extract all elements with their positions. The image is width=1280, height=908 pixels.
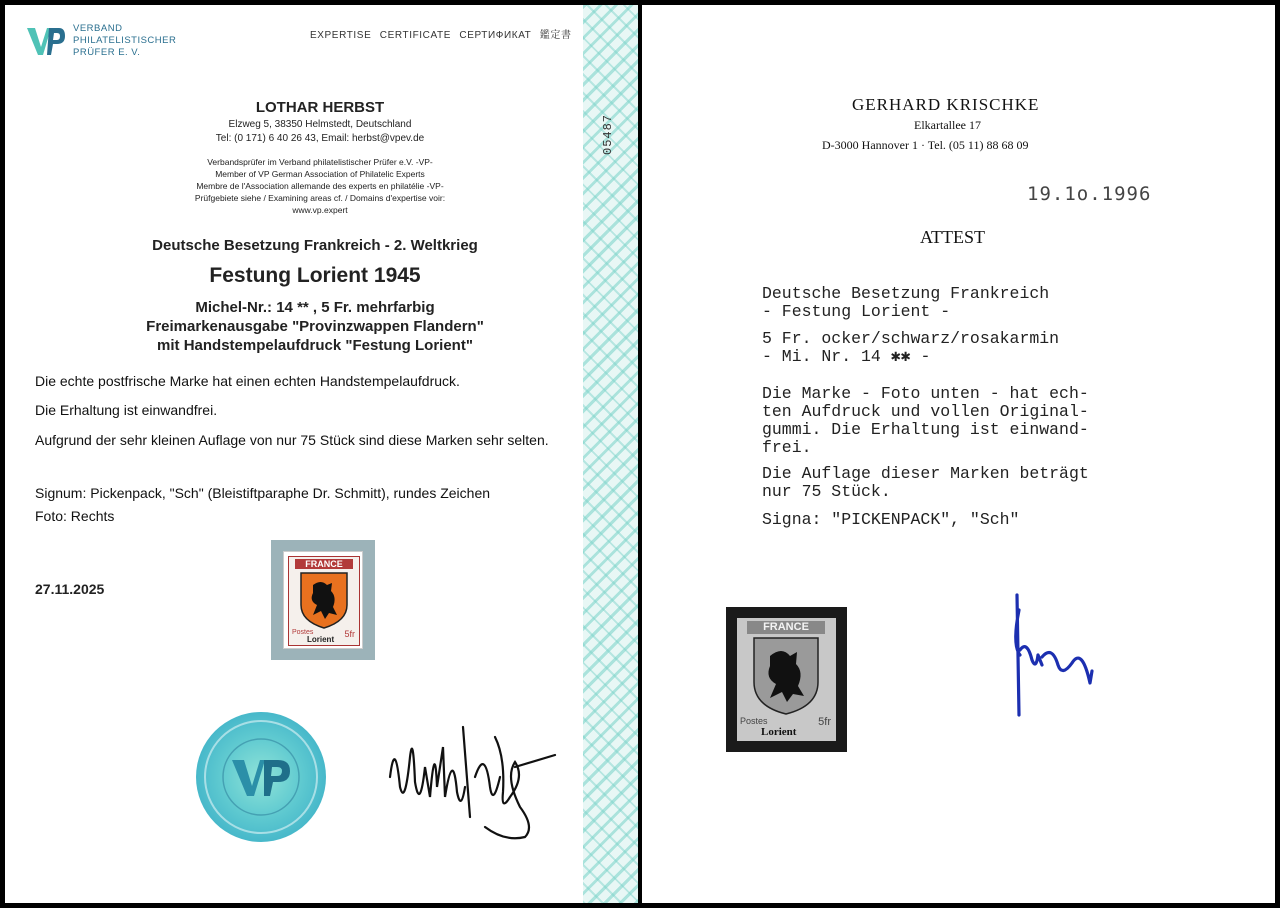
paragraph-rarity: Aufgrund der sehr kleinen Auflage von nur 75 Stück sind diese Marken sehr selten. [35,432,549,448]
logo-line: VERBAND [73,23,123,34]
stamp-value: 5fr [344,629,355,639]
attest-line: nur 75 Stück. [762,482,891,501]
lang-label: EXPERTISE [310,30,372,41]
attest-line: frei. [762,438,812,457]
stamp-value: 5fr [818,716,831,728]
issue-title: Festung Lorient 1945 [209,264,421,287]
membership-line: Membre de l'Association allemande des experts en philatélie -VP- [196,181,444,191]
paragraph-authenticity: Die echte postfrische Marke hat einen echten Handstempelaufdruck. [35,373,460,389]
examiner-address: Elzweg 5, 38350 Helmstedt, Deutschland [228,119,412,130]
seal-vp-logo-icon [230,756,292,800]
attest-line: ten Aufdruck und vollen Original- [762,402,1089,421]
stamp-postes: Postes [740,716,768,726]
lang-label: CERTIFICATE [379,30,451,41]
detail-line: Freimarkenausgabe "Provinzwappen Flandern" [146,318,484,335]
membership-line: Prüfgebiete siehe / Examining areas cf. / Domains d'expertise voir: [194,193,446,203]
subject-title: Deutsche Besetzung Frankreich - 2. Weltkrieg [152,237,478,254]
membership-line: www.vp.expert [292,205,348,215]
vp-logo-icon [25,25,65,59]
logo-line: PHILATELISTISCHER [73,35,177,46]
paragraph-photo: Foto: Rechts [35,508,115,524]
author-city-phone: D-3000 Hannover 1 · Tel. (05 11) 88 68 09 [822,138,1029,152]
attest-line: Die Auflage dieser Marken beträgt [762,464,1089,483]
lang-label: СЕРТИФИКАТ [459,30,532,41]
attest-line: - Festung Lorient - [762,302,951,321]
association-name [73,23,176,59]
examiner-signature [375,717,575,847]
attest-line: Die Marke - Foto unten - hat ech- [762,384,1089,403]
lion-crest-icon [752,636,820,716]
certificate-languages [310,26,572,41]
logo-line: PRÜFER E. V. [73,47,141,58]
paragraph-condition: Die Erhaltung ist einwandfrei. [35,402,218,418]
membership-info [125,156,515,216]
stamp-postes: Postes [292,629,314,636]
stamp-photo-bw [726,607,847,752]
author-street: Elkartallee 17 [914,118,981,132]
membership-line: Member of VP German Association of Philatelic Experts [215,169,425,179]
attest-heading: ATTEST [920,227,985,247]
stamp-overprint: Lorient [761,726,797,738]
lion-crest-icon [299,571,349,629]
detail-line: Michel-Nr.: 14 ** , 5 Fr. mehrfarbig [195,299,435,316]
attest-author: GERHARD KRISCHKE [852,95,1040,114]
paragraph-signum: Signum: Pickenpack, "Sch" (Bleistiftparaphe Dr. Schmitt), rundes Zeichen [35,485,491,501]
serial-number: 05487 [601,113,615,155]
attest-line: Signa: "PICKENPACK", "Sch" [762,510,1020,529]
stamp-image [284,552,362,648]
stamp-country: FRANCE [295,559,353,569]
attest-line: gummi. Die Erhaltung ist einwand- [762,420,1089,439]
stamp-photo [271,540,375,660]
hologram-seal [196,712,326,842]
attest-line: Deutsche Besetzung Frankreich [762,284,1050,303]
detail-line: mit Handstempelaufdruck "Festung Lorient" [157,337,473,354]
stamp-country: FRANCE [747,621,825,634]
certificate-date: 27.11.2025 [35,581,105,597]
left-certificate [5,5,638,903]
stamp-details [65,298,565,355]
examiner-name: LOTHAR HERBST [255,99,385,116]
examiner-contact: Tel: (0 171) 6 40 26 43, Email: herbst@vpev.de [215,133,425,144]
author-signature [1002,585,1102,730]
attest-line: 5 Fr. ocker/schwarz/rosakarmin [762,329,1060,348]
attest-line: - Mi. Nr. 14 ✱✱ - [762,347,931,366]
membership-line: Verbandsprüfer im Verband philatelistischer Prüfer e.V. -VP- [207,157,433,167]
stamp-overprint: Lorient [307,635,335,644]
lang-label: 鑑定書 [539,30,572,41]
attest-date: 19.1o.1996 [1027,183,1152,205]
right-attest [642,5,1275,903]
